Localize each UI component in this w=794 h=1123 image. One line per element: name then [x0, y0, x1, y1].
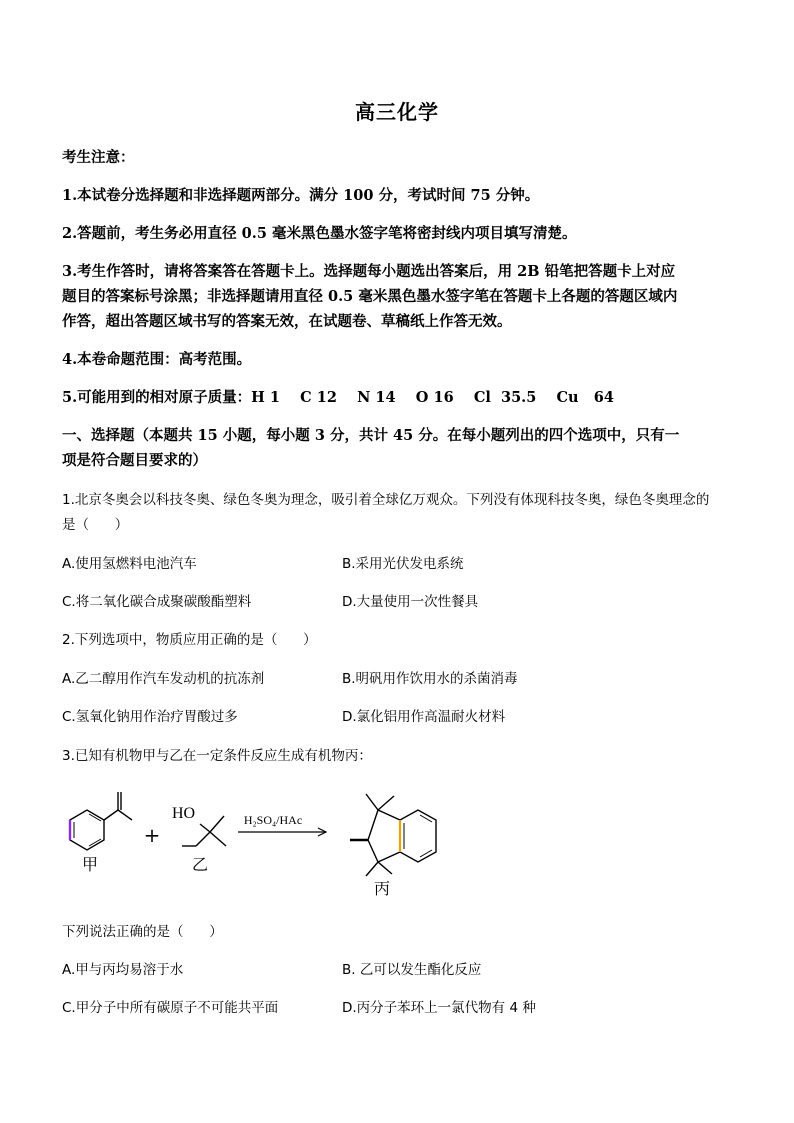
question-2-option-c: C.氢氧化钠用作治疗胃酸过多	[62, 709, 238, 725]
reactant-jia-label: 甲	[81, 855, 99, 874]
product-bing-label: 丙	[373, 879, 391, 898]
reaction-arrow	[238, 828, 326, 836]
question-3-option-b: B. 乙可以发生酯化反应	[342, 962, 482, 978]
reactant-yi-label: 乙	[191, 855, 209, 874]
section-heading: 一、选择题（本题共 15 小题，每小题 3 分，共计 45 分。在每小题列出的四个选项中，只有一	[62, 427, 680, 444]
hydroxyl-group: HO	[172, 805, 196, 822]
question-1-option-b: B.采用光伏发电系统	[342, 556, 464, 572]
question-1-stem: 1.北京冬奥会以科技冬奥、绿色冬奥为理念，吸引着全球亿万观众。下列没有体现科技冬奥，绿色冬奥理念的	[62, 492, 710, 508]
question-1-stem-cont: 是（ ）	[62, 517, 129, 533]
notice-heading: 考生注意：	[62, 149, 135, 166]
question-3-prompt: 下列说法正确的是（ ）	[62, 924, 223, 940]
notice-item: 1.本试卷分选择题和非选择题两部分。满分 100 分，考试时间 75 分钟。	[62, 187, 540, 204]
question-2-option-d: D.氯化铝用作高温耐火材料	[342, 709, 506, 725]
reactant-jia-structure	[70, 792, 132, 850]
page-title: 高三化学	[355, 100, 439, 124]
section-heading-cont: 项是符合题目要求的）	[62, 452, 207, 469]
question-3-option-d: D.丙分子苯环上一氯代物有 4 种	[342, 1000, 536, 1016]
notice-item: 4.本卷命题范围：高考范围。	[62, 351, 252, 368]
notice-item-cont: 作答，超出答题区域书写的答案无效，在试题卷、草稿纸上作答无效。	[62, 313, 512, 330]
question-2-stem: 2.下列选项中，物质应用正确的是（ ）	[62, 632, 317, 648]
question-3-stem: 3.已知有机物甲与乙在一定条件反应生成有机物丙：	[62, 748, 372, 764]
question-1-option-c: C.将二氧化碳合成聚碳酸酯塑料	[62, 594, 252, 610]
reaction-scheme	[60, 790, 480, 900]
plus-sign: +	[143, 823, 161, 847]
question-3-option-c: C.甲分子中所有碳原子不可能共平面	[62, 1000, 279, 1016]
notice-item: 5.可能用到的相对原子质量：H 1 C 12 N 14 O 16 Cl 35.5 Cu 64	[62, 389, 614, 406]
question-2-option-b: B.明矾用作饮用水的杀菌消毒	[342, 671, 518, 687]
notice-item: 2.答题前，考生务必用直径 0.5 毫米黑色墨水签字笔将密封线内项目填写清楚。	[62, 225, 577, 242]
question-1-option-a: A.使用氢燃料电池汽车	[62, 556, 197, 572]
notice-item-cont: 题目的答案标号涂黑；非选择题请用直径 0.5 毫米黑色墨水签字笔在答题卡上各题的答题区域内	[62, 288, 678, 305]
notice-item: 3.考生作答时，请将答案答在答题卡上。选择题每小题选出答案后，用 2B 铅笔把答题卡上对应	[62, 263, 676, 280]
product-bing-structure	[350, 794, 436, 876]
reaction-condition: H₂SO₄/HAc	[243, 813, 303, 827]
question-2-option-a: A.乙二醇用作汽车发动机的抗冻剂	[62, 671, 265, 687]
question-3-option-a: A.甲与丙均易溶于水	[62, 962, 184, 978]
question-1-option-d: D.大量使用一次性餐具	[342, 594, 479, 610]
